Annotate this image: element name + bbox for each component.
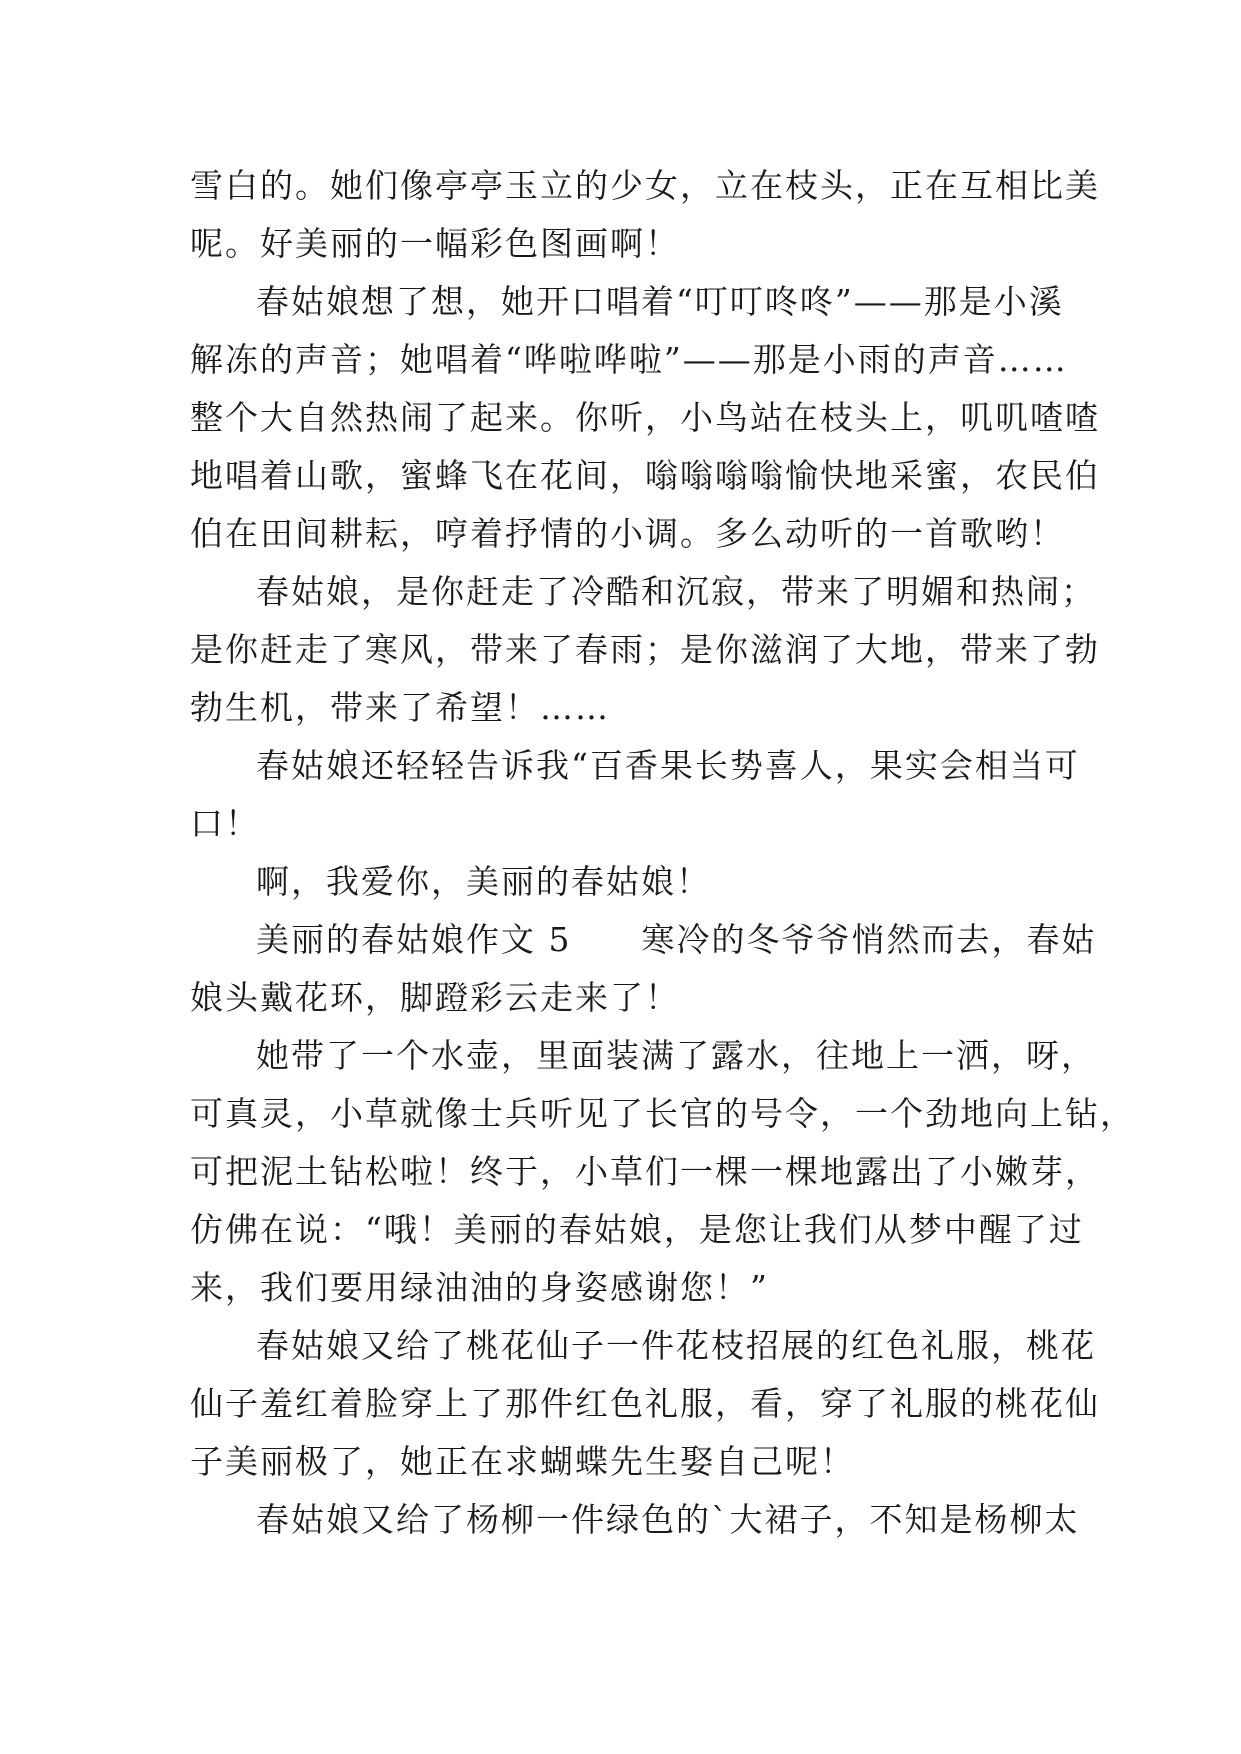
text-line: 解冻的声音；她唱着“哗啦哗啦”——那是小雨的声音…… [190, 340, 1068, 379]
text-line: 啊，我爱你，美丽的春姑娘！ [256, 862, 711, 901]
text-line: 伯在田间耕耘，哼着抒情的小调。多么动听的一首歌哟！ [190, 514, 1065, 553]
text-line: 整个大自然热闹了起来。你听，小鸟站在枝头上，叽叽喳喳 [190, 398, 1100, 437]
text-line: 仿佛在说：“哦！美丽的春姑娘，是您让我们从梦中醒了过 [190, 1210, 1084, 1249]
text-line: 雪白的。她们像亭亭玉立的少女，立在枝头，正在互相比美 [190, 166, 1100, 205]
text-line: 春姑娘想了想，她开口唱着“叮叮咚咚”——那是小溪 [256, 282, 1064, 321]
text-line: 地唱着山歌，蜜蜂飞在花间，嗡嗡嗡嗡愉快地采蜜，农民伯 [190, 456, 1100, 495]
document-body [190, 157, 1135, 1549]
text-line: 呢。好美丽的一幅彩色图画啊！ [190, 224, 680, 263]
text-line: 她带了一个水壶，里面装满了露水，往地上一洒，呀， [256, 1036, 1096, 1075]
text-line: 勃生机，带来了希望！…… [190, 688, 610, 727]
text-line: 可把泥土钻松啦！终于，小草们一棵一棵地露出了小嫩芽， [190, 1152, 1100, 1191]
text-line: 来，我们要用绿油油的身姿感谢您！” [190, 1268, 769, 1307]
text-line: 子美丽极了，她正在求蝴蝶先生娶自己呢！ [190, 1442, 855, 1481]
text-line: 春姑娘，是你赶走了冷酷和沉寂，带来了明媚和热闹； [256, 572, 1096, 611]
text-line: 是你赶走了寒风，带来了春雨；是你滋润了大地，带来了勃 [190, 630, 1100, 669]
text-line: 娘头戴花环，脚蹬彩云走来了！ [190, 978, 680, 1017]
text-line: 春姑娘又给了杨柳一件绿色的`大裙子，不知是杨柳太 [256, 1500, 1080, 1539]
text-line: 仙子羞红着脸穿上了那件红色礼服，看，穿了礼服的桃花仙 [190, 1384, 1100, 1423]
text-line: 可真灵，小草就像士兵听见了长官的号令，一个劲地向上钻， [190, 1094, 1135, 1133]
text-line: 口！ [190, 804, 260, 843]
text-line: 春姑娘又给了桃花仙子一件花枝招展的红色礼服，桃花 [256, 1326, 1096, 1365]
text-line: 春姑娘还轻轻告诉我“百香果长势喜人，果实会相当可 [256, 746, 1080, 785]
text-line: 美丽的春姑娘作文 5 寒冷的冬爷爷悄然而去，春姑 [256, 920, 1097, 959]
